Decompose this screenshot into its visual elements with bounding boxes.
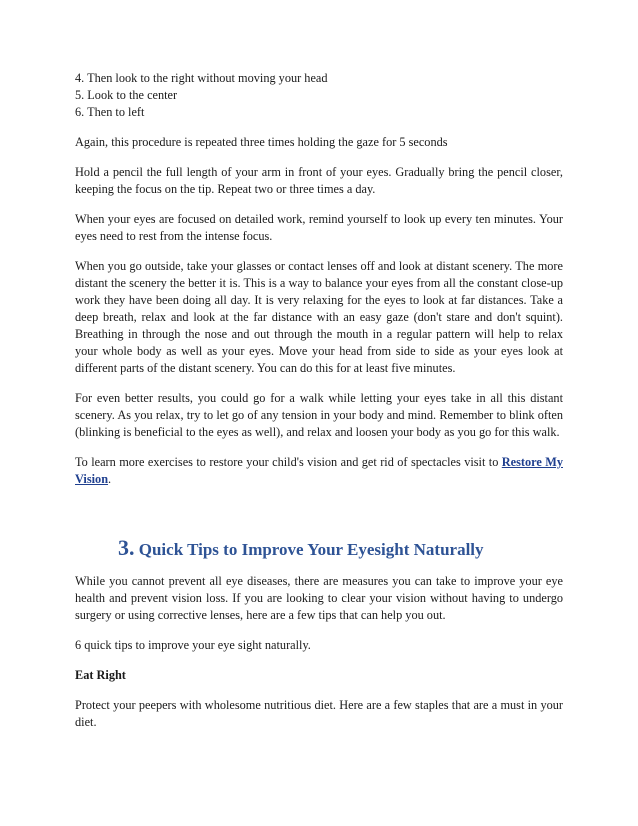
paragraph: For even better results, you could go for a walk while letting your eyes take in all this distant scenery. As you relax, try to let go of any tension in your body and mind. Remember to blink often (blinking is beneficial to the eyes as well), and relax and loosen your body as you go for this walk.: [75, 391, 563, 439]
cta-end: .: [108, 472, 112, 486]
section-body: Protect your peepers with wholesome nutritious diet. Here are a few staples that are a must in your diet.: [75, 698, 563, 729]
section-number: 3.: [118, 535, 135, 560]
subheading-eat-right: Eat Right: [75, 668, 126, 682]
steps-list: [75, 70, 563, 121]
paragraph: Again, this procedure is repeated three times holding the gaze for 5 seconds: [75, 135, 448, 149]
document-page: [75, 70, 563, 744]
section-title: Quick Tips to Improve Your Eyesight Naturally: [138, 540, 484, 559]
paragraph: When you go outside, take your glasses or contact lenses off and look at distant scenery. The more distant the scenery the better it is. This is a way to balance your eyes from all the constant close-up work they have been doing all day. It is very relaxing for the eyes to look at far distances. Take a deep breath, relax and look at the far distance with an easy gaze (don't stare and don't squint). Breathing in through the nose and out through the mouth in a regular pattern will help to relax your whole body as well as your eyes. Move your head from side to side as your eyes look at different parts of the distant scenery. You can do this for at least five minutes.: [75, 259, 563, 375]
step-item: 5. Look to the center: [75, 88, 178, 102]
paragraph: Hold a pencil the full length of your arm in front of your eyes. Gradually bring the pencil closer, keeping the focus on the tip. Repeat two or three times a day.: [75, 165, 563, 196]
step-item: 6. Then to left: [75, 105, 145, 119]
restore-my-vision-link[interactable]: Restore My Vision: [75, 455, 563, 486]
section-heading: [75, 536, 563, 562]
paragraph: When your eyes are focused on detailed work, remind yourself to look up every ten minutes. Your eyes need to rest from the intense focus.: [75, 212, 563, 243]
cta-text: To learn more exercises to restore your child's vision and get rid of spectacles visit to: [75, 455, 502, 469]
step-item: 4. Then look to the right without moving your head: [75, 71, 328, 85]
section-lead: 6 quick tips to improve your eye sight naturally.: [75, 638, 311, 652]
cta-paragraph: [75, 454, 563, 488]
section-intro: While you cannot prevent all eye diseases, there are measures you can take to improve your eye health and prevent vision loss. If you are looking to clear your vision without having to undergo surgery or using corrective lenses, here are a few tips that can help you out.: [75, 574, 563, 622]
